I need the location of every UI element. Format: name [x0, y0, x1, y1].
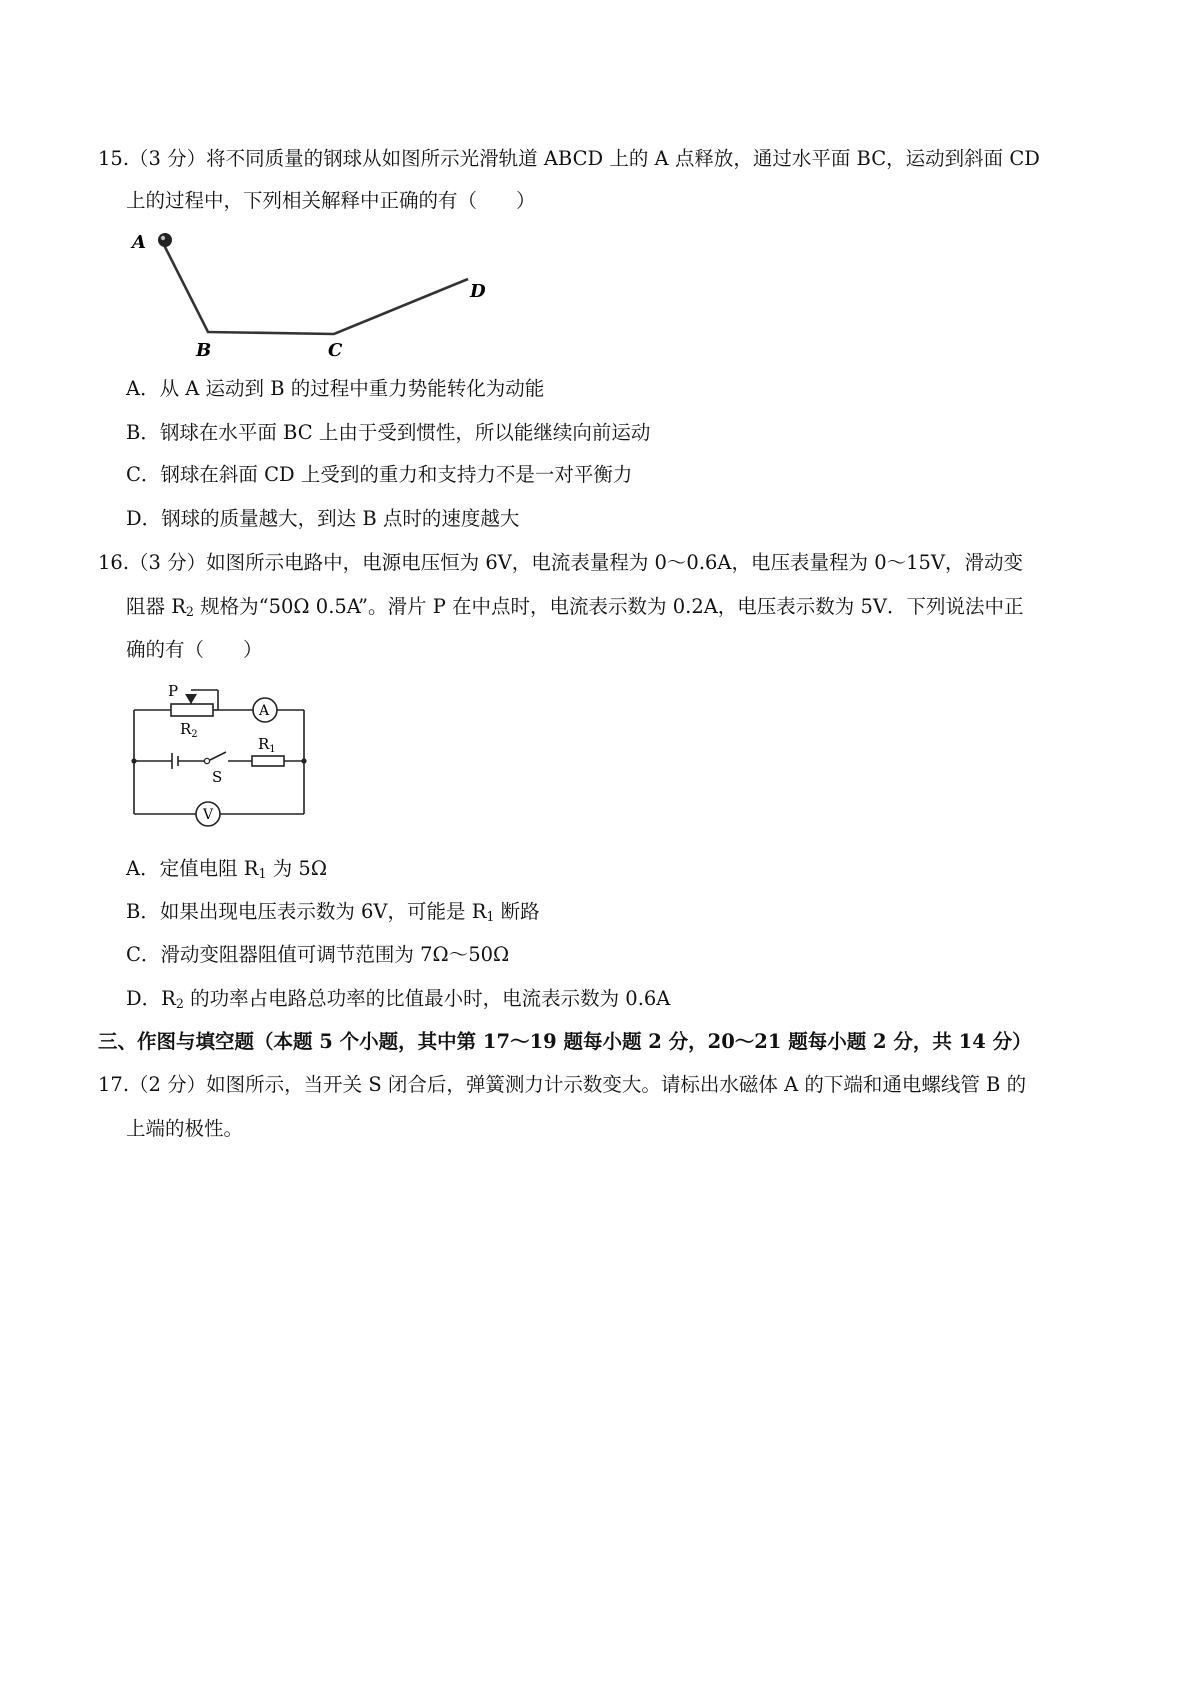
label-r1: $R_1$ — [258, 735, 276, 755]
label-p: P — [168, 682, 179, 700]
slider-p-arrow — [185, 694, 197, 704]
q15-stem-line-1 — [98, 146, 1040, 172]
q15-option-b: B．钢球在水平面 BC 上由于受到惯性，所以能继续向前运动 — [126, 421, 651, 444]
section-3-heading: 三、作图与填空题（本题 5 个小题，其中第 17～19 题每小题 2 分，20～21 题每小题 2 分，共 14 分） — [98, 1030, 1032, 1053]
label-a-meter: A — [259, 703, 270, 719]
q17-points: （2 分） — [129, 1073, 207, 1096]
q17-stem-line-2: 上端的极性。 — [126, 1117, 244, 1140]
q16-circuit-diagram — [128, 682, 318, 822]
q15-option-c: C．钢球在斜面 CD 上受到的重力和支持力不是一对平衡力 — [126, 463, 633, 486]
q16-option-c: C．滑动变阻器阻值可调节范围为 7Ω～50Ω — [126, 943, 510, 966]
q16-option-a: A．定值电阻 $R_1$ 为 5Ω — [126, 857, 328, 882]
q17-number: 17. — [98, 1073, 130, 1096]
q16-option-b: B．如果出现电压表示数为 6V，可能是 $R_1$ 断路 — [126, 900, 540, 925]
q15-number: 15. — [98, 147, 130, 170]
q16-stem-line-2: 阻器 $R_2$ 规格为“50Ω 0.5A”。滑片 P 在中点时，电流表示数为 0.2A，电压表示数为 5V．下列说法中正 — [126, 595, 1024, 620]
q16-option-d: D．$R_2$ 的功率占电路总功率的比值最小时，电流表示数为 0.6A — [126, 987, 671, 1012]
q16-points: （3 分） — [129, 551, 207, 574]
q15-option-d: D．钢球的质量越大，到达 B 点时的速度越大 — [126, 507, 520, 530]
q15-track-figure — [128, 228, 498, 363]
q17-stem-line-1 — [98, 1072, 1026, 1098]
label-d: D — [470, 281, 486, 302]
label-r2: $R_2$ — [180, 720, 198, 740]
label-b: B — [196, 340, 212, 361]
q16-stem-line-3: 确的有（ ） — [126, 638, 263, 661]
switch-s — [210, 752, 226, 760]
q16-stem-text: 如图所示电路中，电源电压恒为 6V，电流表量程为 0～0.6A，电压表量程为 0～15V，滑动变 — [206, 551, 1024, 574]
q15-stem-text: 将不同质量的钢球从如图所示光滑轨道 ABCD 上的 A 点释放，通过水平面 BC，运动到斜面 CD — [206, 147, 1040, 170]
q15-stem-line-2: 上的过程中，下列相关解释中正确的有（ ） — [126, 189, 536, 212]
label-v-meter: V — [203, 807, 214, 823]
label-s: S — [212, 768, 223, 786]
q16-stem-line-1 — [98, 550, 1023, 576]
q17-stem-text: 如图所示，当开关 S 闭合后，弹簧测力计示数变大。请标出水磁体 A 的下端和通电螺线管 B 的 — [206, 1073, 1027, 1096]
rheostat-r2 — [171, 704, 213, 716]
q15-option-a: A．从 A 运动到 B 的过程中重力势能转化为动能 — [126, 377, 545, 400]
track-path-abcd — [162, 241, 468, 334]
q15-points: （3 分） — [129, 147, 207, 170]
steel-ball — [158, 233, 172, 247]
label-a: A — [132, 232, 146, 253]
q16-number: 16. — [98, 551, 130, 574]
label-c: C — [328, 340, 343, 361]
resistor-r1 — [252, 756, 284, 766]
